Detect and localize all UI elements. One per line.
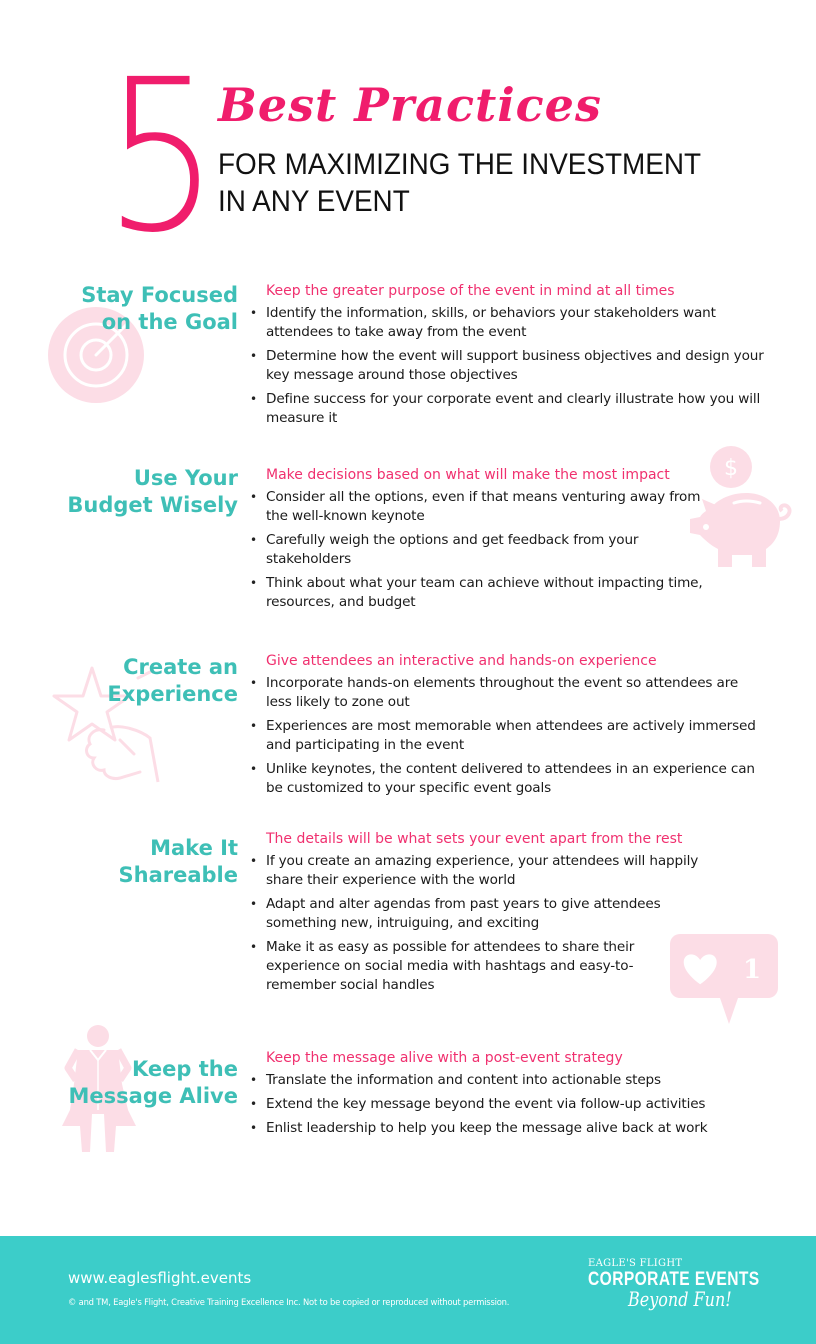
big-number-five: 5 (104, 34, 216, 279)
section-subheading: The details will be what sets your event apart from the rest (266, 831, 683, 847)
bullet-list (266, 488, 706, 612)
page-subtitle (218, 146, 739, 220)
list-item: • Carefully weigh the options and get feedback from your stakeholders (266, 531, 706, 569)
list-item: • Identify the information, skills, or behaviors your stakeholders want attendees to take away from the event (266, 304, 766, 342)
section-heading: Make It Shareable (118, 836, 238, 887)
section-subheading: Keep the greater purpose of the event in mind at all times (266, 283, 675, 299)
list-item: • Experiences are most memorable when attendees are actively immersed and participating in the event (266, 717, 766, 755)
logo-tagline: Beyond Fun! (628, 1287, 732, 1311)
bullet-list (266, 304, 766, 428)
subtitle-line-2: IN ANY EVENT (218, 185, 410, 218)
list-item: • Unlike keynotes, the content delivered to attendees in an experience can be customized to your specific event goals (266, 760, 766, 798)
section-subheading: Give attendees an interactive and hands-on experience (266, 653, 657, 669)
svg-text:$: $ (724, 456, 738, 481)
list-item: • Extend the key message beyond the event via follow-up activities (266, 1095, 766, 1114)
website-link[interactable]: www.eaglesflight.events (68, 1269, 252, 1287)
list-item: • Think about what your team can achieve without impacting time, resources, and budget (266, 574, 706, 612)
list-item: • Adapt and alter agendas from past years to give attendees something new, intruiguing, and exciting (266, 895, 706, 933)
section-heading: Stay Focused on the Goal (81, 283, 238, 334)
footer (0, 1236, 816, 1344)
section-body (266, 282, 766, 433)
section-body (266, 830, 766, 1000)
section-heading: Use Your Budget Wisely (67, 466, 238, 517)
svg-text:1: 1 (742, 955, 762, 985)
list-item: • Incorporate hands-on elements throughout the event so attendees are less likely to zone out (266, 674, 766, 712)
section-subheading: Make decisions based on what will make the most impact (266, 467, 670, 483)
subtitle-line-1: FOR MAXIMIZING THE INVESTMENT (218, 148, 702, 181)
copyright-notice: © and TM, Eagle's Flight, Creative Training Excellence Inc. Not to be copied or reproduced without permission. (68, 1297, 510, 1307)
section-body (266, 1049, 766, 1143)
list-item: • Enlist leadership to help you keep the message alive back at work (266, 1119, 766, 1138)
bullet-list (266, 674, 766, 798)
brand-logo (588, 1258, 788, 1309)
list-item: • If you create an amazing experience, your attendees will happily share their experience with the world (266, 852, 706, 890)
section-subheading: Keep the message alive with a post-event strategy (266, 1050, 623, 1066)
section-heading: Create an Experience (107, 655, 238, 706)
section-heading: Keep the Message Alive (68, 1057, 238, 1108)
list-item: • Consider all the options, even if that means venturing away from the well-known keynote (266, 488, 706, 526)
logo-main-text: CORPORATE EVENTS (588, 1269, 760, 1290)
logo-company-name: EAGLE'S FLIGHT (588, 1258, 683, 1269)
page-title: Best Practices (218, 78, 602, 132)
bullet-list (266, 1071, 766, 1138)
bullet-list (266, 852, 706, 995)
list-item: • Define success for your corporate event and clearly illustrate how you will measure it (266, 390, 766, 428)
section-body (266, 652, 766, 803)
section-body (266, 466, 766, 617)
list-item: • Determine how the event will support business objectives and design your key message around those objectives (266, 347, 766, 385)
list-item: • Make it as easy as possible for attendees to share their experience on social media with hashtags and easy-to-remember social handles (266, 938, 676, 995)
list-item: • Translate the information and content into actionable steps (266, 1071, 766, 1090)
